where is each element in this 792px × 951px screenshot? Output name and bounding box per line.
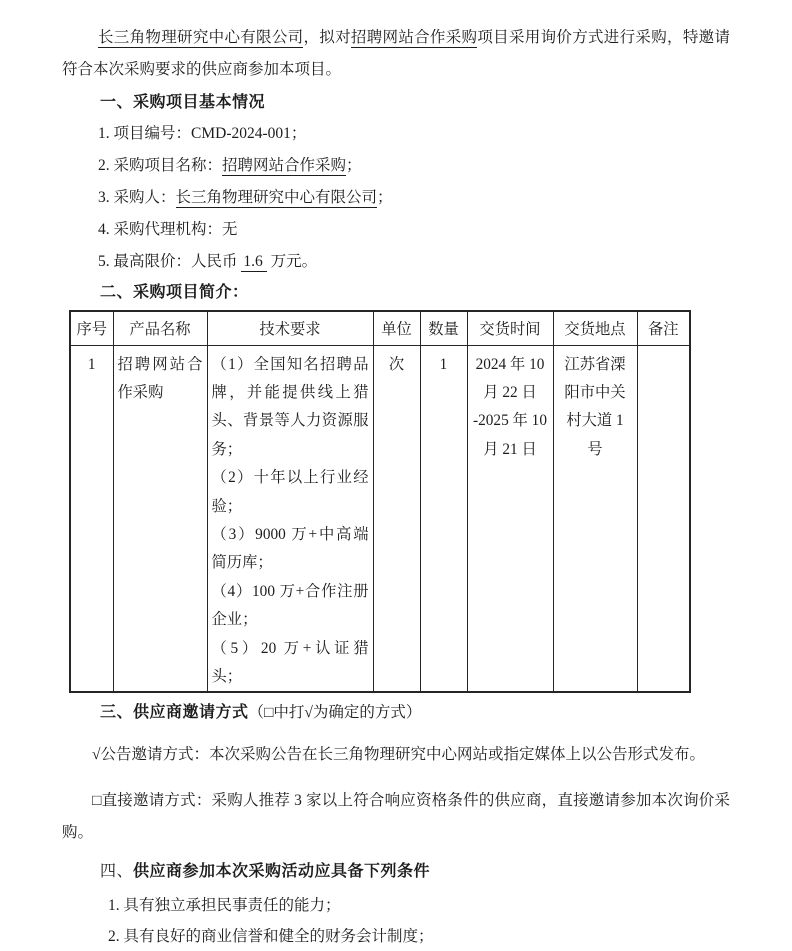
tech-requirement-1: （1）全国知名招聘品牌，并能提供线上猎头、背景等人力资源服务； xyxy=(211,355,369,458)
item-project-name xyxy=(62,150,730,182)
condition-item-1: 1. 具有独立承担民事责任的能力； xyxy=(108,897,341,915)
direct-invite-paragraph: □直接邀请方式：采购人推荐 3 家以上符合响应资格条件的供应商，直接邀请参加本次询价采购。 xyxy=(62,792,730,842)
header-product: 产品名称 xyxy=(113,311,207,345)
table-row xyxy=(70,345,690,692)
section3-heading-note: （□中打√为确定的方式） xyxy=(248,704,422,722)
item-project-name-suffix: ； xyxy=(346,157,362,174)
procurement-spec-table xyxy=(69,310,691,693)
section1-heading: 一、采购项目基本情况 xyxy=(100,94,266,111)
section4-heading-title: 供应商参加本次采购活动应具备下列条件 xyxy=(133,863,431,881)
cell-quantity: 1 xyxy=(420,345,467,692)
header-delivery-time: 交货时间 xyxy=(467,311,553,345)
intro-connector: ，拟对 xyxy=(303,29,351,46)
item-project-name-value: 招聘网站合作采购 xyxy=(222,157,347,174)
item-price-limit-value: 1.6 xyxy=(241,253,266,272)
project-name-inline: 招聘网站合作采购 xyxy=(350,29,478,46)
item-purchaser-label: 3. 采购人： xyxy=(98,189,176,206)
item-purchaser-suffix: ； xyxy=(377,189,393,206)
header-tech: 技术要求 xyxy=(207,311,373,345)
section3-heading xyxy=(62,698,730,728)
section4-heading-number: 四、 xyxy=(100,863,134,881)
header-delivery-place: 交货地点 xyxy=(553,311,637,345)
tech-requirement-4: （4）100 万+合作注册企业； xyxy=(211,582,369,629)
item-purchaser xyxy=(62,182,730,214)
condition-item-2: 2. 具有良好的商业信誉和健全的财务会计制度； xyxy=(108,928,434,946)
item-project-number: 1. 项目编号：CMD-2024-001； xyxy=(98,125,307,142)
section2-heading: 二、采购项目简介： xyxy=(100,284,249,301)
item-price-limit xyxy=(62,246,730,278)
item-price-limit-suffix: 万元。 xyxy=(270,253,318,270)
intro-paragraph xyxy=(62,22,730,86)
intro-rest: 项目采用询价方式进行采购，特邀请符合本次采购要求的供应商参加本项目。 xyxy=(62,29,730,78)
item-agency: 4. 采购代理机构：无 xyxy=(98,221,238,238)
announce-invite-paragraph: √公告邀请方式：本次采购公告在长三角物理研究中心网站或指定媒体上以公告形式发布。 xyxy=(92,746,706,764)
header-unit: 单位 xyxy=(373,311,420,345)
cell-delivery-place: 江苏省溧阳市中关村大道 1 号 xyxy=(553,345,637,692)
item-purchaser-value: 长三角物理研究中心有限公司 xyxy=(175,189,378,206)
item-project-name-label: 2. 采购项目名称： xyxy=(98,157,223,174)
section3-heading-title: 三、供应商邀请方式 xyxy=(100,704,249,722)
header-seq: 序号 xyxy=(70,311,113,345)
buyer-company-name: 长三角物理研究中心有限公司 xyxy=(98,29,304,46)
tech-requirement-5: （5）20 万+认证猎头； xyxy=(211,639,369,685)
cell-remark xyxy=(637,345,690,692)
item-price-limit-label: 5. 最高限价：人民币 xyxy=(98,253,238,270)
cell-unit: 次 xyxy=(373,345,420,692)
header-remark: 备注 xyxy=(637,311,690,345)
section4-heading xyxy=(62,857,730,887)
cell-tech xyxy=(207,345,373,692)
cell-seq: 1 xyxy=(70,345,113,692)
cell-delivery-time: 2024 年 10 月 22 日 -2025 年 10 月 21 日 xyxy=(467,345,553,692)
cell-product: 招聘网站合作采购 xyxy=(113,345,207,692)
header-quantity: 数量 xyxy=(420,311,467,345)
tech-requirement-3: （3）9000 万+中高端简历库； xyxy=(211,525,369,572)
tech-requirement-2: （2）十年以上行业经验； xyxy=(211,469,369,515)
table-header-row xyxy=(70,311,690,345)
